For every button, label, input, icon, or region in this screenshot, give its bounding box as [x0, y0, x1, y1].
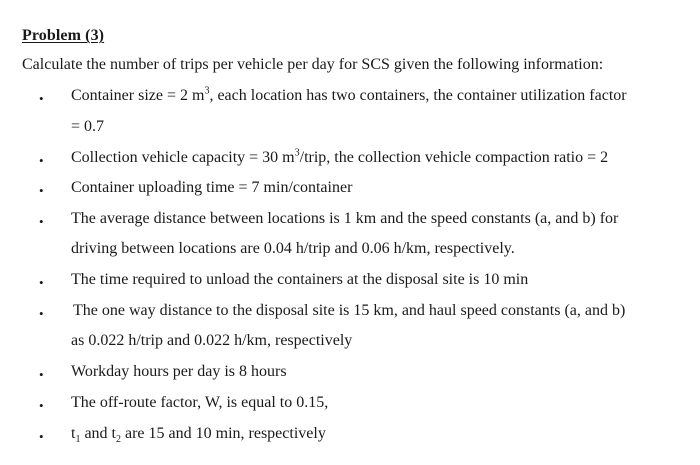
- bullet-icon: •: [39, 153, 44, 168]
- superscript: 3: [294, 147, 300, 159]
- bullet-icon: •: [39, 214, 44, 229]
- item-unload-time: The time required to unload the containers at the disposal site is 10 min: [71, 271, 529, 288]
- item-distance-line2: driving between locations are 0.04 h/trip and 0.06 h/km, respectively.: [71, 240, 515, 257]
- item-text: and t: [80, 425, 116, 442]
- bullet-icon: •: [39, 429, 44, 444]
- problem-intro: Calculate the number of trips per vehicle per day for SCS given the following information:: [22, 56, 604, 73]
- item-haul-line2: as 0.022 h/trip and 0.022 h/km, respectively: [71, 332, 353, 349]
- item-text: , each location has two containers, the container utilization factor: [209, 87, 627, 104]
- item-t1-t2: [71, 424, 326, 446]
- item-text: /trip, the collection vehicle compaction ratio = 2: [299, 149, 609, 166]
- item-distance-line1: The average distance between locations is 1 km and the speed constants (a, and b) for: [71, 210, 619, 227]
- item-off-route-factor: The off-route factor, W, is equal to 0.15,: [71, 394, 329, 411]
- item-vehicle-capacity: [71, 148, 608, 167]
- bullet-icon: •: [39, 398, 44, 413]
- subscript: 2: [116, 434, 121, 446]
- item-container-size-line1: [71, 86, 627, 105]
- item-container-size-line2: = 0.7: [71, 118, 105, 135]
- item-haul-line1: The one way distance to the disposal site is 15 km, and haul speed constants (a, and b): [73, 302, 626, 319]
- bullet-icon: •: [39, 91, 44, 106]
- item-text: Collection vehicle capacity = 30 m: [71, 149, 295, 166]
- item-text: Container size = 2 m: [71, 87, 205, 104]
- item-text: t: [71, 425, 76, 442]
- item-text: are 15 and 10 min, respectively: [121, 425, 326, 442]
- bullet-icon: •: [39, 306, 44, 321]
- subscript: 1: [75, 434, 81, 446]
- superscript: 3: [204, 85, 210, 97]
- problem-title: Problem (3): [22, 27, 105, 44]
- bullet-icon: •: [39, 367, 44, 382]
- bullet-icon: •: [39, 275, 44, 290]
- bullet-icon: •: [39, 183, 44, 198]
- item-uploading-time: Container uploading time = 7 min/container: [71, 179, 353, 196]
- item-workday-hours: Workday hours per day is 8 hours: [71, 363, 287, 380]
